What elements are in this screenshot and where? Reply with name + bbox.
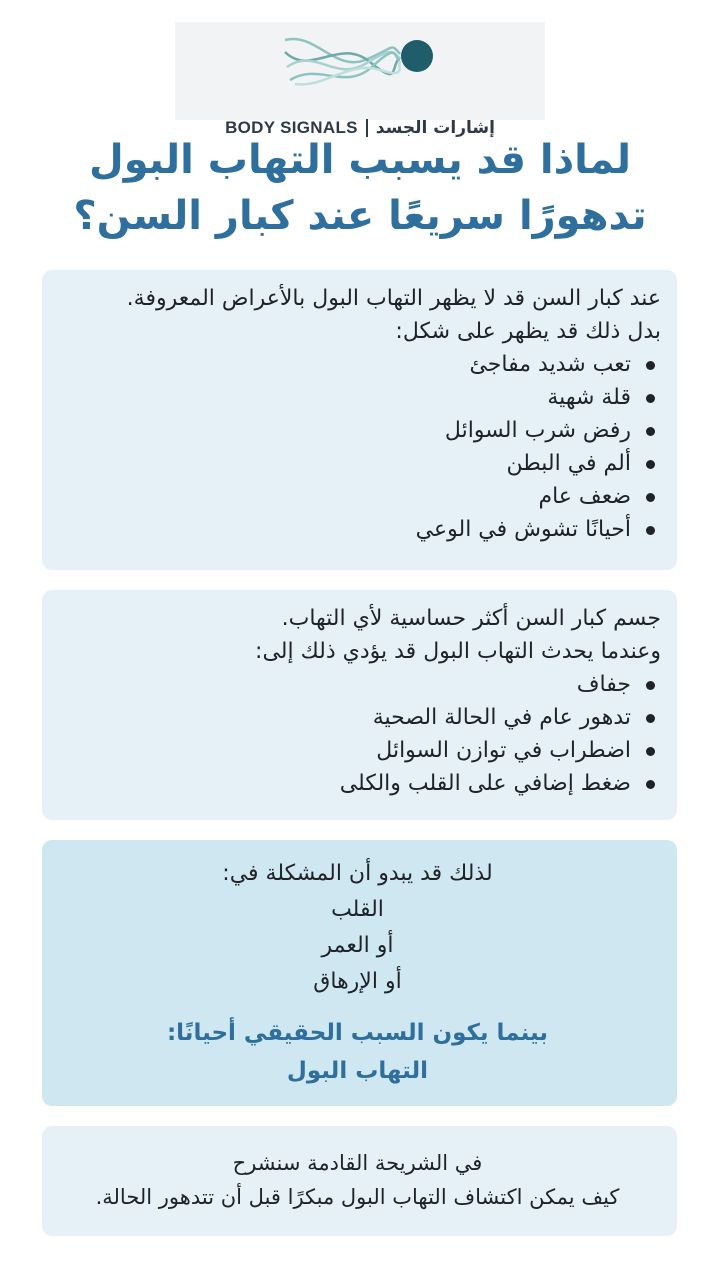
- bullet-icon: [646, 394, 655, 403]
- list-item: أحيانًا تشوش في الوعي: [54, 513, 661, 546]
- bullet-icon: [646, 780, 655, 789]
- bullet-icon: [646, 714, 655, 723]
- brand-logo: [175, 22, 545, 138]
- real-cause-value: التهاب البول: [286, 1058, 429, 1084]
- next-slide-line-1: في الشريحة القادمة سنشرح: [232, 1151, 483, 1175]
- symptoms-card: [42, 270, 677, 570]
- list-item: ضعف عام: [54, 480, 661, 513]
- bullet-icon: [646, 681, 655, 690]
- effects-list: [54, 668, 661, 800]
- misattribution-card: [42, 840, 677, 1106]
- bullet-icon: [646, 361, 655, 370]
- effects-intro-1: جسم كبار السن أكثر حساسية لأي التهاب.: [281, 606, 661, 631]
- option-fatigue: أو الإرهاق: [313, 969, 402, 994]
- brand-name-ar: إشارات الجسد: [375, 118, 495, 138]
- page-title: [20, 132, 700, 244]
- symptoms-intro-1: عند كبار السن قد لا يظهر التهاب البول بالأعراض المعروفة.: [126, 286, 661, 311]
- list-item: جفاف: [54, 668, 661, 701]
- list-item: قلة شهية: [54, 381, 661, 414]
- brand-name-en: BODY SIGNALS: [225, 118, 358, 137]
- next-slide-line-2: كيف يمكن اكتشاف التهاب البول مبكرًا قبل أن تتدهور الحالة.: [95, 1185, 620, 1209]
- symptoms-intro-2: بدل ذلك قد يظهر على شكل:: [395, 319, 661, 344]
- misattribution-intro: لذلك قد يبدو أن المشكلة في:: [222, 861, 493, 886]
- list-item: ألم في البطن: [54, 447, 661, 480]
- bullet-icon: [646, 526, 655, 535]
- bullet-icon: [646, 460, 655, 469]
- next-slide-card: [42, 1126, 677, 1236]
- list-item: رفض شرب السوائل: [54, 414, 661, 447]
- option-heart: القلب: [331, 897, 384, 922]
- bullet-icon: [646, 427, 655, 436]
- effects-intro-2: وعندما يحدث التهاب البول قد يؤدي ذلك إلى:: [255, 639, 661, 664]
- list-item: اضطراب في توازن السوائل: [54, 734, 661, 767]
- effects-card: [42, 590, 677, 820]
- bullet-icon: [646, 747, 655, 756]
- list-item: تعب شديد مفاجئ: [54, 348, 661, 381]
- wave-lines-dot-icon: [175, 22, 545, 120]
- real-cause-label: بينما يكون السبب الحقيقي أحيانًا:: [166, 1020, 549, 1046]
- title-line-2: تدهورًا سريعًا عند كبار السن؟: [73, 193, 647, 239]
- list-item: ضغط إضافي على القلب والكلى: [54, 767, 661, 800]
- bullet-icon: [646, 493, 655, 502]
- symptoms-list: [54, 348, 661, 546]
- option-age: أو العمر: [321, 933, 394, 958]
- list-item: تدهور عام في الحالة الصحية: [54, 701, 661, 734]
- title-line-1: لماذا قد يسبب التهاب البول: [88, 137, 631, 183]
